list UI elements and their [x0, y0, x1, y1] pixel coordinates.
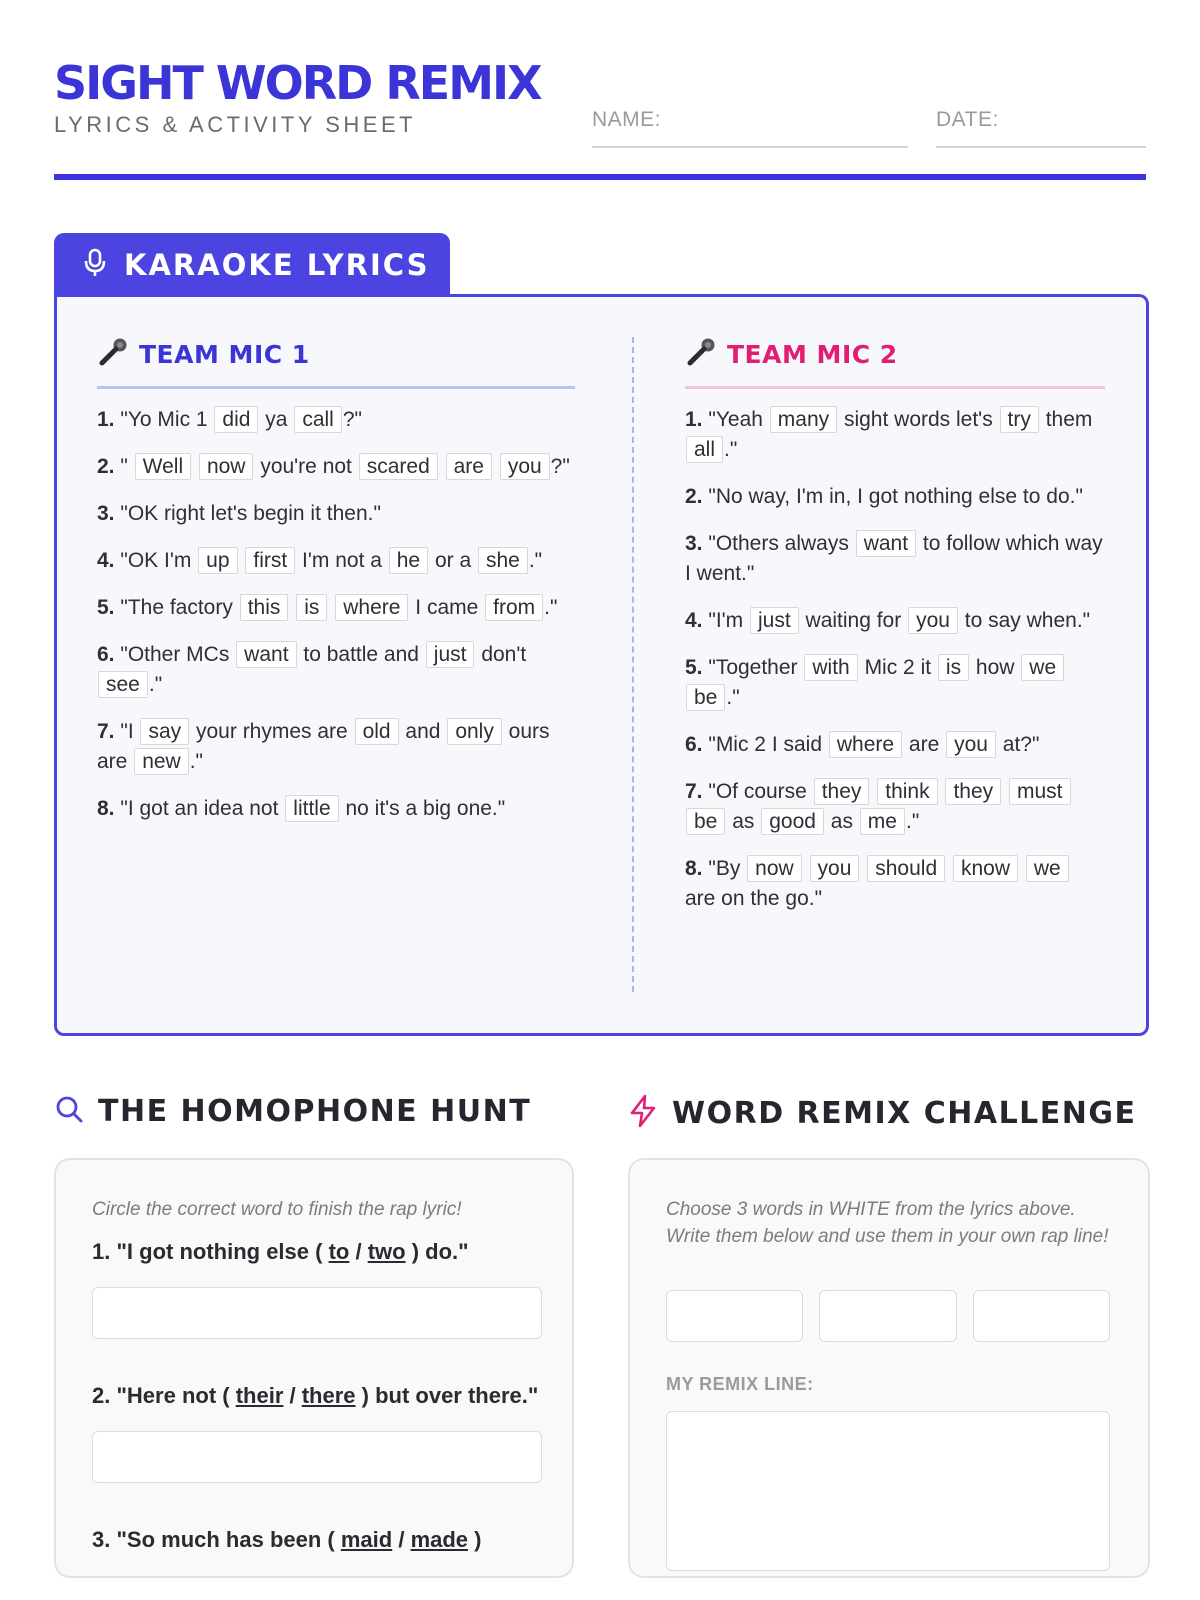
karaoke-tab: [54, 233, 450, 297]
homophone-option[interactable]: there: [301, 1383, 356, 1408]
sight-word: be: [686, 684, 725, 711]
sight-word: you: [500, 453, 550, 480]
remix-line-label: MY REMIX LINE:: [666, 1374, 814, 1394]
sight-word: must: [1009, 778, 1071, 805]
question-number: 3.: [92, 1527, 111, 1552]
word-remix-title: WORD REMIX CHALLENGE: [672, 1096, 1137, 1131]
lyric-number: 4.: [685, 609, 703, 632]
lyric-text: [239, 549, 245, 572]
page-header: [54, 56, 1146, 181]
karaoke-title: KARAOKE LYRICS: [124, 248, 430, 282]
sight-word: you: [810, 855, 860, 882]
remix-line-area[interactable]: [666, 1411, 1110, 1571]
date-label: DATE:: [936, 108, 999, 131]
lyric-line: [685, 777, 1105, 837]
sight-word: we: [1026, 855, 1069, 882]
sight-word: they: [814, 778, 870, 805]
lyric-text: to say when.": [958, 609, 1091, 632]
lyric-text: [939, 780, 945, 803]
lyric-number: 4.: [97, 549, 115, 572]
question-number: 1.: [92, 1239, 111, 1264]
remix-word-boxes: [666, 1290, 1110, 1342]
question-text: ) do.": [405, 1239, 469, 1264]
sight-word: he: [389, 547, 428, 574]
sight-word: with: [804, 654, 857, 681]
sight-word: should: [867, 855, 945, 882]
team-mic-2-lyrics: [685, 405, 1105, 914]
lyric-line: [685, 854, 1105, 914]
lyric-text: and: [399, 720, 447, 743]
lyric-text: ": [120, 455, 134, 478]
sight-word: she: [478, 547, 528, 574]
lyric-number: 6.: [97, 643, 115, 666]
lyric-text: ya: [259, 408, 294, 431]
lyric-text: [192, 455, 198, 478]
lyric-text: "Yeah: [708, 408, 769, 431]
sight-word: you: [946, 731, 996, 758]
sight-word: first: [245, 547, 295, 574]
sight-word: this: [240, 594, 289, 621]
sight-word: are: [446, 453, 492, 480]
lyric-number: 8.: [685, 857, 703, 880]
lyric-text: ours are: [97, 720, 550, 773]
lyric-text: [289, 596, 295, 619]
lyric-number: 5.: [97, 596, 115, 619]
sight-word: now: [199, 453, 254, 480]
homophone-questions: [92, 1235, 542, 1557]
lyric-text: .": [189, 750, 204, 773]
question-number: 2.: [92, 1383, 111, 1408]
sight-word: they: [945, 778, 1001, 805]
lyric-text: [493, 455, 499, 478]
team-mic-1-column: [97, 337, 575, 841]
lyric-text: [860, 857, 866, 880]
lyric-text: [946, 857, 952, 880]
lyric-text: as: [726, 810, 761, 833]
lyric-text: them: [1039, 408, 1093, 431]
lyric-text: ?": [342, 408, 362, 431]
lyric-line: [97, 794, 575, 824]
sight-word: is: [296, 594, 327, 621]
lyric-text: "Of course: [708, 780, 813, 803]
lyric-text: "I: [120, 720, 140, 743]
name-label: NAME:: [592, 108, 662, 131]
sight-word: be: [686, 808, 725, 835]
sight-word: many: [770, 406, 837, 433]
header-rule: [54, 174, 1146, 180]
remix-instruction: Choose 3 words in WHITE from the lyrics above. Write them below and use them in your own rap line!: [666, 1199, 1109, 1247]
lyric-text: .": [724, 438, 738, 461]
lyric-text: "Mic 2 I said: [708, 733, 828, 756]
lyric-line: [97, 405, 575, 435]
lyric-number: 6.: [685, 733, 703, 756]
team-mic-2-label: TEAM MIC 2: [727, 340, 898, 369]
lyric-text: to battle and: [297, 643, 425, 666]
name-field[interactable]: [592, 108, 908, 148]
lyric-text: .": [148, 673, 163, 696]
lyric-line: [97, 717, 575, 777]
sight-word: did: [214, 406, 258, 433]
lyric-text: "The factory: [120, 596, 239, 619]
lyric-line: [97, 452, 575, 482]
sight-word: just: [750, 607, 799, 634]
lyric-number: 2.: [97, 455, 115, 478]
search-icon: [54, 1094, 84, 1129]
lyric-text: as: [824, 810, 859, 833]
lyric-number: 5.: [685, 656, 703, 679]
lyric-text: "OK I'm: [120, 549, 198, 572]
page-title: SIGHT WORD REMIX: [54, 56, 541, 110]
lyric-number: 1.: [97, 408, 115, 431]
sight-word: old: [355, 718, 399, 745]
sight-word: now: [747, 855, 802, 882]
team-mic-1-label: TEAM MIC 1: [139, 340, 310, 369]
lyric-text: sight words let's: [838, 408, 999, 431]
sight-word: little: [285, 795, 338, 822]
lyric-text: waiting for: [799, 609, 908, 632]
lyric-number: 7.: [97, 720, 115, 743]
lyric-text: "Yo Mic 1: [120, 408, 214, 431]
team-mic-1-lyrics: [97, 405, 575, 824]
homophone-question: 3. "So much has been ( maid / made ): [92, 1527, 482, 1552]
lyric-text: "OK right let's begin it then.": [120, 502, 381, 525]
homophone-hunt-header: [54, 1094, 531, 1129]
sight-word: me: [860, 808, 905, 835]
sight-word: where: [335, 594, 408, 621]
team-mic-1-header: [97, 337, 575, 389]
sight-word: up: [198, 547, 237, 574]
microphone-icon: [82, 248, 108, 283]
lightning-bolt-icon: [628, 1094, 658, 1133]
karaoke-lyrics-panel: [54, 294, 1149, 1036]
word-remix-card: [628, 1158, 1150, 1578]
homophone-hunt-card: [54, 1158, 574, 1578]
lyric-line: [97, 499, 575, 529]
remix-word-box-3[interactable]: [973, 1290, 1110, 1342]
lyric-text: [439, 455, 445, 478]
sight-word: all: [686, 436, 723, 463]
lyric-line: [97, 593, 575, 623]
sight-word: want: [856, 530, 916, 557]
date-field[interactable]: [936, 108, 1146, 148]
homophone-option[interactable]: maid: [340, 1527, 393, 1552]
lyric-line: [685, 653, 1105, 713]
lyric-text: I came: [409, 596, 485, 619]
lyric-text: don't: [475, 643, 527, 666]
lyric-line: [685, 529, 1105, 589]
sight-word: new: [134, 748, 189, 775]
lyric-line: [685, 405, 1105, 465]
sight-word: you: [908, 607, 958, 634]
homophone-question: 2. "Here not ( their / there ) but over there.": [92, 1383, 539, 1408]
lyric-text: "By: [708, 857, 747, 880]
lyric-number: 3.: [685, 532, 703, 555]
sight-word: Well: [135, 453, 191, 480]
sight-word: think: [877, 778, 937, 805]
lyric-text: [870, 780, 876, 803]
sight-word: know: [953, 855, 1018, 882]
question-text: ): [468, 1527, 482, 1552]
lyric-text: "Other MCs: [120, 643, 236, 666]
lyric-text: are on the go.": [685, 887, 823, 910]
question-text: "So much has been (: [116, 1527, 341, 1552]
lyric-text: I'm not a: [296, 549, 388, 572]
lyric-line: [685, 482, 1105, 512]
sight-word: want: [236, 641, 296, 668]
lyric-text: .": [726, 686, 740, 709]
remix-word-box-2[interactable]: [819, 1290, 956, 1342]
homophone-option[interactable]: two: [367, 1239, 406, 1264]
sight-word: is: [938, 654, 969, 681]
lyric-text: "I'm: [708, 609, 749, 632]
sight-word: where: [829, 731, 902, 758]
question-text: "I got nothing else (: [116, 1239, 329, 1264]
lyric-number: 1.: [685, 408, 703, 431]
lyric-number: 3.: [97, 502, 115, 525]
sight-word: scared: [359, 453, 438, 480]
lyric-text: [328, 596, 334, 619]
lyric-text: ?": [550, 455, 570, 478]
team-mic-2-header: [685, 337, 1105, 389]
sight-word: we: [1021, 654, 1064, 681]
homophone-option[interactable]: made: [410, 1527, 469, 1552]
lyric-text: "No way, I'm in, I got nothing else to do.": [708, 485, 1083, 508]
lyric-text: [803, 857, 809, 880]
lyric-text: "I got an idea not: [120, 797, 285, 820]
lyric-text: .": [528, 549, 543, 572]
sight-word: call: [294, 406, 342, 433]
lyric-text: at?": [996, 733, 1040, 756]
sight-word: only: [447, 718, 502, 745]
answer-box[interactable]: [92, 1287, 542, 1339]
lyric-text: your rhymes are: [190, 720, 354, 743]
lyric-text: "Others always: [708, 532, 855, 555]
homophone-question: 1. "I got nothing else ( to / two ) do.": [92, 1239, 469, 1264]
sight-word: see: [98, 671, 148, 698]
homophone-instruction: Circle the correct word to finish the rap lyric!: [92, 1199, 462, 1220]
homophone-hunt-title: THE HOMOPHONE HUNT: [98, 1094, 532, 1129]
lyric-text: no it's a big one.": [339, 797, 506, 820]
answer-box[interactable]: [92, 1431, 542, 1483]
lyric-text: Mic 2 it: [858, 656, 937, 679]
lyric-text: .": [544, 596, 558, 619]
sight-word: say: [140, 718, 189, 745]
page-subtitle: LYRICS & ACTIVITY SHEET: [54, 112, 417, 137]
lyric-text: to follow which way I went.": [685, 532, 1103, 585]
lyric-text: [1002, 780, 1008, 803]
lyric-line: [685, 730, 1105, 760]
handheld-microphone-icon: [97, 337, 129, 372]
sight-word: just: [426, 641, 475, 668]
lyric-text: you're not: [254, 455, 358, 478]
lyric-text: "Together: [708, 656, 804, 679]
lyric-text: are: [903, 733, 946, 756]
homophone-option[interactable]: to: [328, 1239, 350, 1264]
remix-word-box-1[interactable]: [666, 1290, 803, 1342]
lyric-text: .": [905, 810, 920, 833]
lyric-number: 2.: [685, 485, 703, 508]
team-mic-2-column: [685, 337, 1105, 931]
sight-word: from: [485, 594, 543, 621]
lyric-number: 7.: [685, 780, 703, 803]
lyric-text: how: [970, 656, 1021, 679]
lyric-text: [1019, 857, 1025, 880]
lyric-line: [97, 546, 575, 576]
lyric-text: or a: [429, 549, 477, 572]
lyric-line: [97, 640, 575, 700]
lyric-line: [685, 606, 1105, 636]
word-remix-header: [628, 1094, 1137, 1133]
homophone-option[interactable]: their: [235, 1383, 284, 1408]
question-text: "Here not (: [116, 1383, 236, 1408]
question-text: ) but over there.": [355, 1383, 539, 1408]
sight-word: try: [1000, 406, 1039, 433]
column-divider: [632, 337, 634, 992]
sight-word: good: [761, 808, 824, 835]
handheld-microphone-icon: [685, 337, 717, 372]
lyric-number: 8.: [97, 797, 115, 820]
